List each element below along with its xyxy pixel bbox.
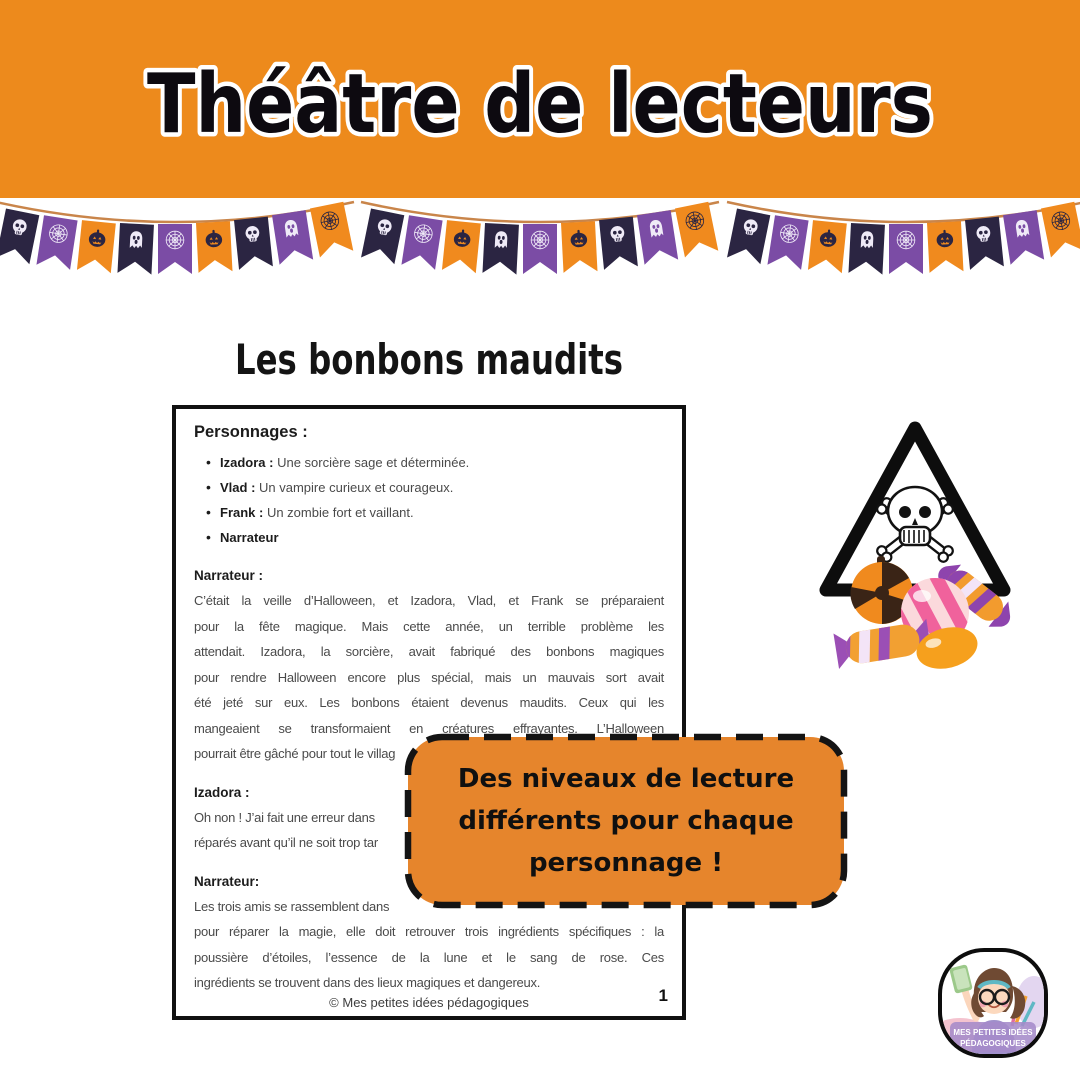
pumpkin-flag [196, 221, 232, 273]
personnages-heading: Personnages : [194, 423, 308, 441]
character-description: Un vampire curieux et courageux. [255, 480, 454, 495]
bullet-dot: • [206, 479, 211, 495]
script-line: pour la fête magique. Mais cette année, un terrible problème les [194, 618, 664, 634]
script-line: été jeté sur eux. Les bonbons étaient devenus maudits. Ceux qui les [194, 695, 664, 710]
character-list-item [194, 475, 664, 500]
copyright-footer: © Mes petites idées pédagogiques [329, 995, 529, 1010]
script-line: réparés avant qu’il ne soit trop tar [194, 835, 378, 850]
script-line: poussière d’étoiles, l’essence de la lune et le sang de rose. Ces [194, 949, 664, 965]
spiderweb-flag [1041, 202, 1080, 258]
script-line: Les trois amis se rassemblent dans [194, 898, 390, 914]
bullet-dot: • [206, 504, 211, 520]
page-number: 1 [658, 986, 668, 1005]
ghost-flag [272, 210, 313, 265]
ghost-flag [117, 223, 153, 275]
logo-line-1: MES PETITES IDÉES [953, 1028, 1033, 1037]
spiderweb-flag [36, 215, 77, 270]
ghost-flag [1003, 210, 1044, 265]
character-list-item [194, 450, 664, 475]
pumpkin-flag [927, 221, 963, 273]
bullet-dot: • [206, 454, 211, 470]
script-line: C’était la veille d’Halloween, et Izadora, Vlad, et Frank se préparaient [194, 593, 664, 608]
character-description: Une sorcière sage et déterminée. [273, 455, 470, 470]
skull-flag [965, 217, 1004, 270]
skull-flag [727, 209, 770, 265]
spiderweb-icon [531, 231, 549, 249]
pumpkin-flag [77, 220, 116, 273]
character-list-item [194, 500, 664, 525]
header-band [0, 0, 1080, 198]
logo-banner [950, 1022, 1036, 1052]
script-line: ingrédients se trouvent dans des lieux magiques et dangereux. [194, 975, 541, 990]
script-page [172, 405, 686, 1020]
bunting-group [361, 202, 719, 275]
callout-bubble [404, 733, 848, 909]
script-line: mangeaient se transformaient en créatures effrayantes. L’Halloween [194, 720, 664, 736]
halloween-candies [822, 548, 1027, 673]
bunting-group [0, 202, 354, 275]
character-name: Narrateur [220, 530, 279, 545]
brand-logo [938, 948, 1048, 1058]
script-line: pour réparer la magie, elle doit retrouver trois ingrédients spécifiques : la [194, 924, 664, 939]
spiderweb-flag [767, 215, 808, 270]
callout-text [404, 733, 848, 909]
character-name: Izadora : [220, 455, 274, 470]
speaker-label: Narrateur : [194, 568, 264, 583]
script-line: pour rendre Halloween encore plus spécial, mais un mauvais sort avait [194, 669, 664, 685]
bunting-svg [0, 196, 1080, 284]
callout-line-2: différents pour chaque [458, 806, 794, 836]
spiderweb-flag [401, 215, 442, 270]
bullet-dot: • [206, 529, 211, 545]
spiderweb-icon [897, 231, 915, 249]
script-line: attendait. Izadora, la sorcière, avait fabriqué des bonbons magiques [194, 644, 664, 659]
book-icon [949, 964, 976, 1018]
skull-flag [361, 209, 404, 265]
skull-flag [599, 217, 638, 270]
callout-line-1: Des niveaux de lecture [457, 764, 795, 794]
speaker-label: Izadora : [194, 784, 250, 800]
spiderweb-flag [310, 202, 353, 258]
character-list-item [194, 525, 664, 550]
spiderweb-flag [889, 224, 923, 274]
header-title: Théâtre de lecteurs [147, 57, 933, 152]
pumpkin-flag [808, 220, 847, 273]
pumpkin-flag [442, 220, 481, 273]
ghost-flag [482, 223, 518, 275]
skull-flag [0, 209, 39, 265]
character-name: Vlad : [220, 480, 256, 495]
story-title-wrap [0, 328, 1080, 392]
spiderweb-flag [523, 224, 557, 274]
ghost-flag [637, 210, 678, 265]
skull-flag [234, 217, 273, 270]
speaker-label: Narrateur: [194, 873, 260, 889]
spiderweb-flag [158, 224, 192, 274]
pumpkin-flag [561, 221, 597, 273]
logo-line-2: PÉDAGOGIQUES [960, 1039, 1026, 1048]
callout-line-3: personnage ! [528, 848, 724, 878]
spiderweb-icon [166, 231, 184, 249]
character-description: Un zombie fort et vaillant. [263, 505, 414, 520]
spiderweb-flag [675, 202, 718, 258]
character-name: Frank : [220, 505, 264, 520]
story-title: Les bonbons maudits [235, 335, 623, 384]
script-line: pourrait être gâché pour tout le villag [194, 746, 396, 761]
bunting-group [727, 202, 1080, 275]
ghost-flag [848, 223, 884, 275]
character-list [194, 450, 664, 550]
script-line: Oh non ! J’ai fait une erreur dans [194, 809, 375, 825]
